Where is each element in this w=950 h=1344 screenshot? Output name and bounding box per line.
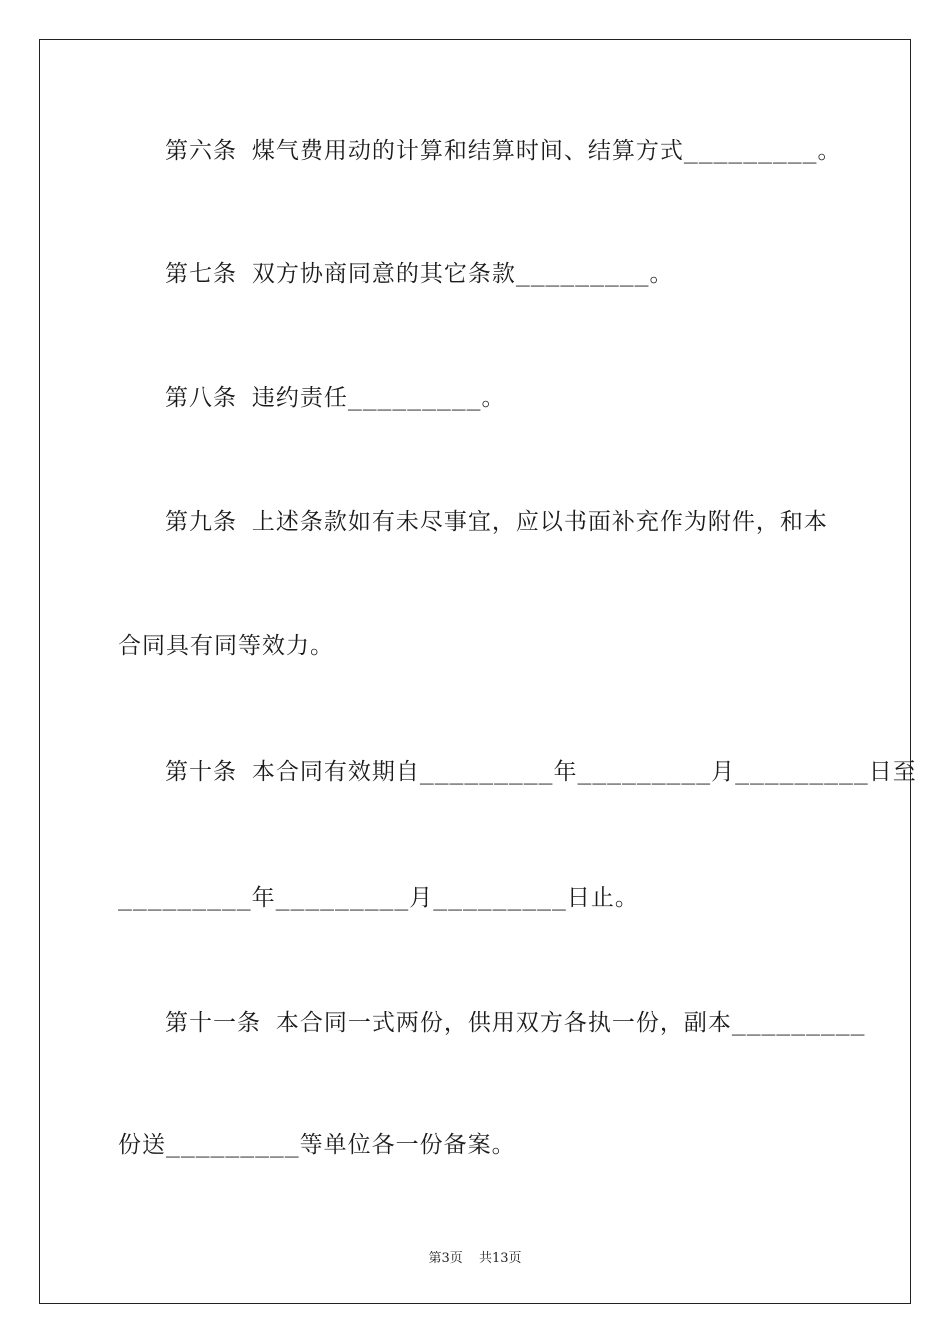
clause-9-line-1: 第九条 上述条款如有未尽事宜，应以书面补充作为附件，和本 <box>165 509 828 535</box>
page-border <box>39 39 917 1304</box>
clause-8: 第八条 违约责任_________。 <box>165 385 506 411</box>
clause-10-line-2: _________年_________月_________日止。 <box>118 885 639 911</box>
clause-6: 第六条 煤气费用动的计算和结算时间、结算方式_________。 <box>165 138 842 164</box>
clause-7: 第七条 双方协商同意的其它条款_________。 <box>165 261 674 287</box>
clause-11-line-1: 第十一条 本合同一式两份，供用双方各执一份，副本_________ <box>165 1010 866 1036</box>
page-total: 共13页 <box>478 1251 522 1266</box>
clause-11-line-2: 份送_________等单位各一份备案。 <box>118 1132 516 1158</box>
page-footer <box>0 1247 950 1266</box>
page-number: 第3页 <box>428 1251 463 1266</box>
clause-10-line-1: 第十条 本合同有效期自_________年_________月_________日至 <box>165 759 917 785</box>
clause-9-line-2: 合同具有同等效力。 <box>118 633 334 659</box>
